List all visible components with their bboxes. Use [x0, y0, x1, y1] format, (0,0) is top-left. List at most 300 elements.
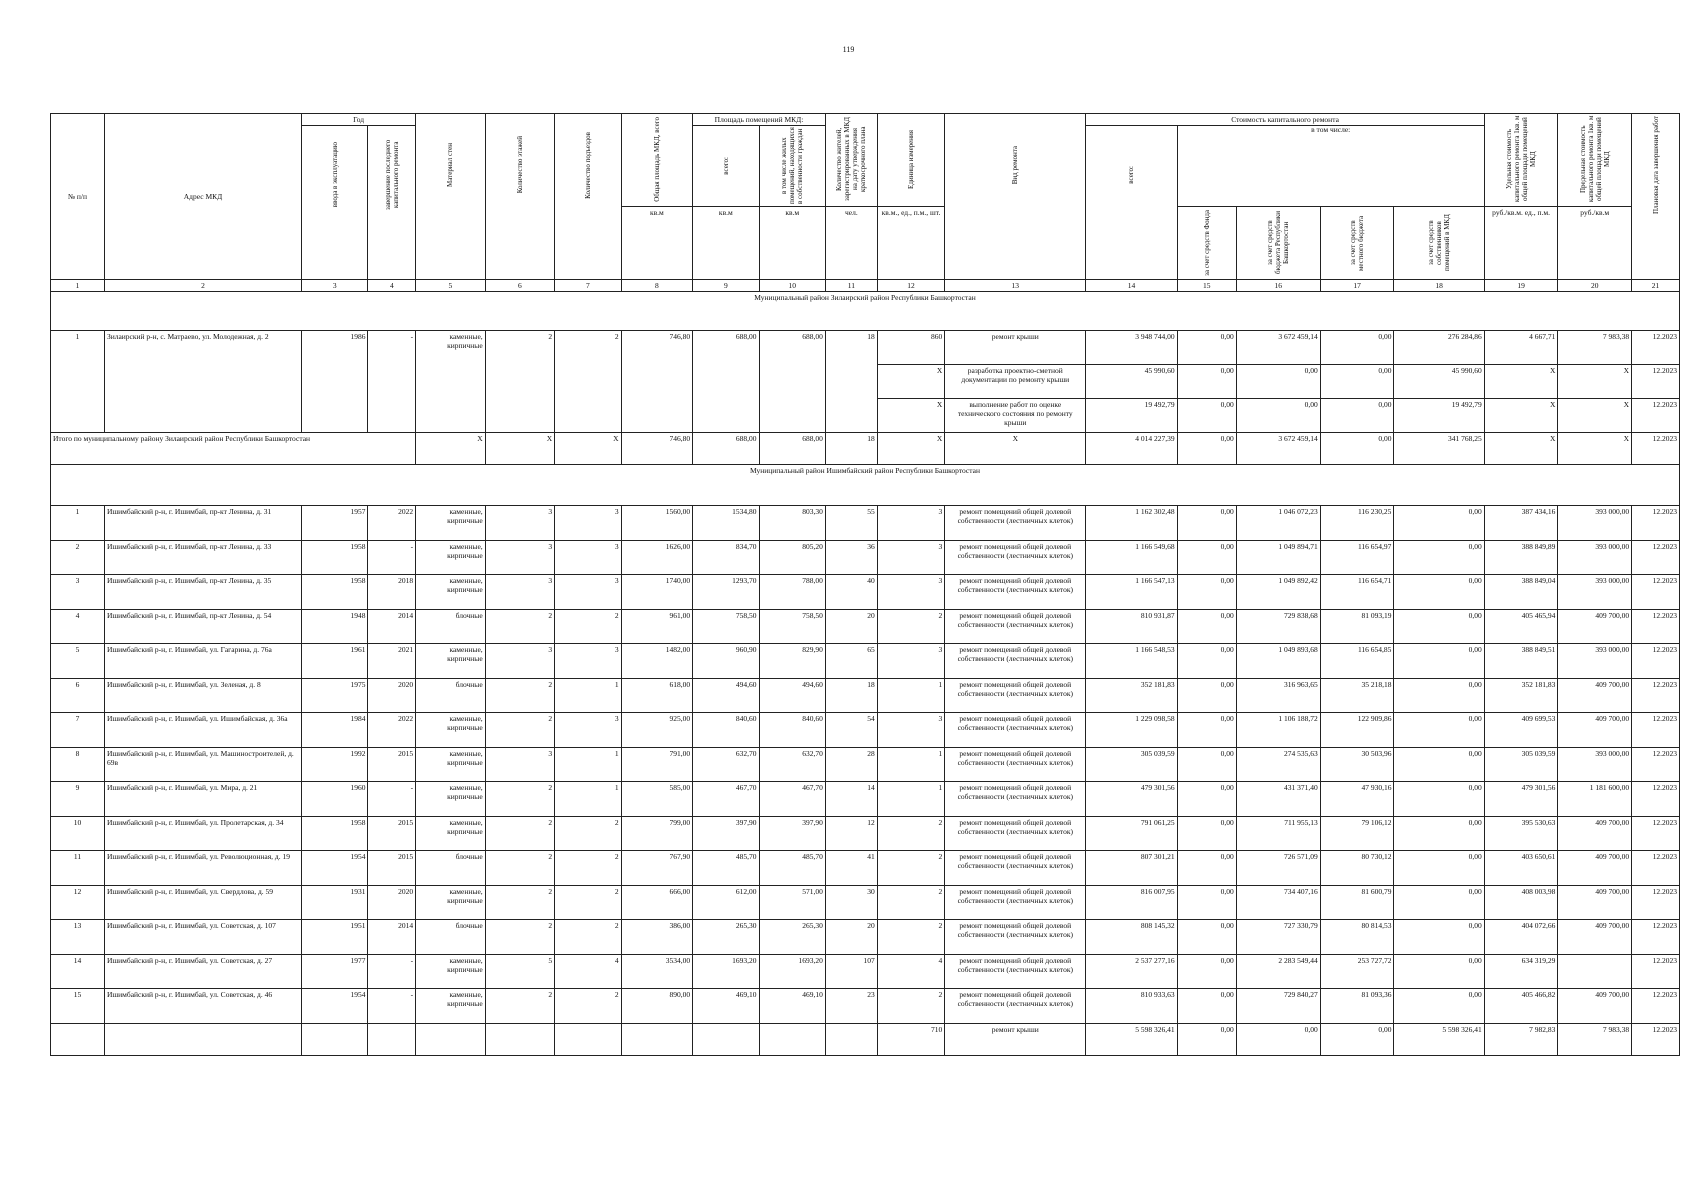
column-number: 21	[1632, 280, 1680, 292]
row-last-repair: -	[368, 954, 416, 989]
row-unit: 2	[877, 609, 944, 644]
row-entrances: 3	[555, 644, 621, 679]
section2-title: Муниципальный район Ишимбайский район Республики Башкортостан	[51, 465, 1680, 506]
row-cost-local: 116 654,97	[1320, 540, 1394, 575]
row-cost-local: 253 727,72	[1320, 954, 1394, 989]
row-date: 12.2023	[1632, 609, 1680, 644]
table-row	[51, 331, 1680, 365]
row-cost-republic: 1 049 893,68	[1236, 644, 1320, 679]
column-number: 11	[825, 280, 877, 292]
row-specific: 395 530,63	[1484, 816, 1558, 851]
row-material: блочные	[416, 920, 486, 955]
hdr-year: Год	[302, 114, 416, 126]
row-cost-fund: 0,00	[1177, 678, 1236, 713]
header-row-1	[51, 114, 1680, 126]
row-address: Ишимбайский р-н, г. Ишимбай, пр-кт Ленина, д. 54	[104, 609, 301, 644]
row-area-living: 803,30	[759, 506, 825, 541]
row-num: 15	[51, 989, 105, 1024]
column-number: 10	[759, 280, 825, 292]
column-number: 19	[1484, 280, 1558, 292]
row-material: блочные	[416, 851, 486, 886]
row-work: ремонт крыши	[945, 1023, 1086, 1055]
row-specific: 388 849,04	[1484, 575, 1558, 610]
section-title-row	[51, 465, 1680, 506]
column-number-row	[51, 280, 1680, 292]
row-entrances: 2	[555, 885, 621, 920]
row-area-total: 467,70	[693, 782, 759, 817]
row-total-area: 791,00	[621, 747, 693, 782]
row-num: 11	[51, 851, 105, 886]
row-total-area: 1560,00	[621, 506, 693, 541]
table-row	[51, 989, 1680, 1024]
row-num: 10	[51, 816, 105, 851]
row-cost-total: 5 598 326,41	[1086, 1023, 1177, 1055]
row-cost-republic: 1 049 894,71	[1236, 540, 1320, 575]
row-work: ремонт помещений общей долевой собственности (лестничных клеток)	[945, 713, 1086, 748]
row-date: 12.2023	[1632, 954, 1680, 989]
row-cost-republic: 431 371,40	[1236, 782, 1320, 817]
hdr-entrances: Количество подъездов	[583, 131, 592, 199]
row-cost-owners: 0,00	[1394, 540, 1484, 575]
row-area-living: 494,60	[759, 678, 825, 713]
row-cost-owners: 0,00	[1394, 920, 1484, 955]
row-residents: 20	[825, 609, 877, 644]
row-unit: 3	[877, 713, 944, 748]
row-cost-total: 3 948 744,00	[1086, 331, 1177, 365]
row-total-area: 386,00	[621, 920, 693, 955]
row-num: 13	[51, 920, 105, 955]
row-area-total: 469,10	[693, 989, 759, 1024]
row-address: Ишимбайский р-н, г. Ишимбай, пр-кт Ленина, д. 35	[104, 575, 301, 610]
row-cost-fund: 0,00	[1177, 540, 1236, 575]
column-number: 15	[1177, 280, 1236, 292]
row-cost-owners: 0,00	[1394, 678, 1484, 713]
total-unit: X	[877, 433, 944, 465]
row-date: 12.2023	[1632, 747, 1680, 782]
row-cost-owners: 0,00	[1394, 644, 1484, 679]
row-date: 12.2023	[1632, 782, 1680, 817]
table-row	[51, 644, 1680, 679]
row-total-area: 890,00	[621, 989, 693, 1024]
hdr-year-commission: ввода в эксплуатацию	[330, 142, 339, 208]
row-last-repair: 2015	[368, 851, 416, 886]
row-date: 12.2023	[1632, 575, 1680, 610]
hdr-planned-date: Плановая дата завершения работ	[1651, 115, 1660, 215]
row-cost-fund: 0,00	[1177, 575, 1236, 610]
row-work: ремонт помещений общей долевой собственности (лестничных клеток)	[945, 885, 1086, 920]
row-specific: 405 465,94	[1484, 609, 1558, 644]
row-cost-owners: 0,00	[1394, 885, 1484, 920]
row-date: 12.2023	[1632, 540, 1680, 575]
row-limit: X	[1558, 365, 1632, 399]
hdr-u-sqm: кв.м	[621, 207, 693, 280]
row-area-living: 829,90	[759, 644, 825, 679]
row-cost-local: 47 930,16	[1320, 782, 1394, 817]
row-material: блочные	[416, 678, 486, 713]
row-material: каменные, кирпичные	[416, 989, 486, 1024]
row-cost-owners: 0,00	[1394, 851, 1484, 886]
row-date: 12.2023	[1632, 851, 1680, 886]
row-unit: 860	[877, 331, 944, 365]
row-last-repair: -	[368, 989, 416, 1024]
row-total-area: 1740,00	[621, 575, 693, 610]
row-material: каменные, кирпичные	[416, 816, 486, 851]
row-work: ремонт крыши	[945, 331, 1086, 365]
column-number: 17	[1320, 280, 1394, 292]
row-cost-local: 79 106,12	[1320, 816, 1394, 851]
row-year: 1977	[302, 954, 368, 989]
row-area-total: 758,50	[693, 609, 759, 644]
hdr-residents: Количество жителей, зарегистрированных в МКД на дату утверждения краткосрочного плана	[835, 116, 868, 202]
row-unit: 3	[877, 540, 944, 575]
row-address: Ишимбайский р-н, г. Ишимбай, ул. Гагарина, д. 76а	[104, 644, 301, 679]
row-cost-total: 479 301,56	[1086, 782, 1177, 817]
row-material: каменные, кирпичные	[416, 506, 486, 541]
row-address: Ишимбайский р-н, г. Ишимбай, пр-кт Ленина, д. 31	[104, 506, 301, 541]
table-row	[51, 678, 1680, 713]
hdr-specific-cost: Удельная стоимость капитального ремонта 1кв. м общей площади помещений МКД	[1505, 115, 1538, 203]
total-label: Итого по муниципальному району Зилаирский район Республики Башкортостан	[51, 433, 416, 465]
row-num: 12	[51, 885, 105, 920]
row-cost-fund: 0,00	[1177, 989, 1236, 1024]
row-limit: 409 700,00	[1558, 989, 1632, 1024]
table-row	[51, 506, 1680, 541]
row-specific: 388 849,51	[1484, 644, 1558, 679]
hdr-limit-cost: Предельная стоимость капитального ремонта 1кв. м общей площади помещений МКД	[1578, 115, 1611, 203]
hdr-cost-total: всего:	[1127, 166, 1136, 184]
row-cost-fund: 0,00	[1177, 816, 1236, 851]
row-date: 12.2023	[1632, 506, 1680, 541]
row-cost-owners: 0,00	[1394, 609, 1484, 644]
row-address: Ишимбайский р-н, г. Ишимбай, ул. Советская, д. 46	[104, 989, 301, 1024]
column-number: 13	[945, 280, 1086, 292]
hdr-floors: Количество этажей	[515, 136, 524, 194]
row-total-area: 618,00	[621, 678, 693, 713]
row-last-repair: 2020	[368, 678, 416, 713]
hdr-cost-fund: за счет средств Фонда	[1202, 210, 1211, 276]
row-last-repair: 2014	[368, 920, 416, 955]
row-unit: 4	[877, 954, 944, 989]
row-total-area: 925,00	[621, 713, 693, 748]
row-floors: 2	[485, 885, 555, 920]
row-area-living: 1693,20	[759, 954, 825, 989]
row-last-repair: -	[368, 331, 416, 433]
row-cost-owners: 0,00	[1394, 782, 1484, 817]
row-total-area: 961,00	[621, 609, 693, 644]
row-cost-total: 791 061,25	[1086, 816, 1177, 851]
row-last-repair: 2022	[368, 506, 416, 541]
row-num: 4	[51, 609, 105, 644]
row-work: ремонт помещений общей долевой собственности (лестничных клеток)	[945, 644, 1086, 679]
row-material: каменные, кирпичные	[416, 782, 486, 817]
row-unit: X	[877, 399, 944, 433]
row-unit: 1	[877, 678, 944, 713]
row-residents: 28	[825, 747, 877, 782]
total-cost-owners: 341 768,25	[1394, 433, 1484, 465]
row-address: Ишимбайский р-н, г. Ишимбай, ул. Зеленая, д. 8	[104, 678, 301, 713]
hdr-num: № п/п	[51, 114, 105, 280]
row-cost-owners: 0,00	[1394, 713, 1484, 748]
row-date: 12.2023	[1632, 920, 1680, 955]
row-cost-owners: 5 598 326,41	[1394, 1023, 1484, 1055]
row-material: блочные	[416, 609, 486, 644]
row-cost-republic: 274 535,63	[1236, 747, 1320, 782]
row-limit: 409 700,00	[1558, 678, 1632, 713]
row-cost-total: 1 166 548,53	[1086, 644, 1177, 679]
row-floors: 2	[485, 609, 555, 644]
row-address: Ишимбайский р-н, г. Ишимбай, ул. Свердлова, д. 59	[104, 885, 301, 920]
row-num: 1	[51, 506, 105, 541]
row-work: разработка проектно-сметной документации по ремонту крыши	[945, 365, 1086, 399]
row-address: Ишимбайский р-н, г. Ишимбай, ул. Революционная, д. 19	[104, 851, 301, 886]
row-cost-total: 808 145,32	[1086, 920, 1177, 955]
row-limit: 409 700,00	[1558, 816, 1632, 851]
row-total-area: 746,80	[621, 331, 693, 433]
row-num: 9	[51, 782, 105, 817]
row-specific: 403 650,61	[1484, 851, 1558, 886]
row-year: 1984	[302, 713, 368, 748]
row-specific: 479 301,56	[1484, 782, 1558, 817]
hdr-u-limit: руб./кв.м	[1558, 207, 1632, 280]
hdr-cost-owners: за счет средств собственников помещений в МКД	[1427, 214, 1452, 272]
row-residents: 20	[825, 920, 877, 955]
row-specific: 4 667,71	[1484, 331, 1558, 365]
row-limit: 393 000,00	[1558, 540, 1632, 575]
row-cost-total: 45 990,60	[1086, 365, 1177, 399]
row-area-living: 469,10	[759, 989, 825, 1024]
row-cost-fund: 0,00	[1177, 885, 1236, 920]
row-residents: 55	[825, 506, 877, 541]
row-total-area: 1626,00	[621, 540, 693, 575]
row-cost-local: 0,00	[1320, 365, 1394, 399]
row-cost-total: 2 537 277,16	[1086, 954, 1177, 989]
hdr-cost-group: Стоимость капитального ремонта	[1086, 114, 1484, 126]
hdr-area-group: Площадь помещений МКД:	[693, 114, 826, 126]
row-cost-local: 35 218,18	[1320, 678, 1394, 713]
row-unit: 3	[877, 644, 944, 679]
row-num: 1	[51, 331, 105, 433]
total-floors: X	[485, 433, 555, 465]
row-cost-fund: 0,00	[1177, 920, 1236, 955]
row-limit: 393 000,00	[1558, 506, 1632, 541]
row-year: 1951	[302, 920, 368, 955]
column-number: 16	[1236, 280, 1320, 292]
row-cost-republic: 729 840,27	[1236, 989, 1320, 1024]
table-row	[51, 782, 1680, 817]
row-num: 6	[51, 678, 105, 713]
column-number: 2	[104, 280, 301, 292]
row-residents: 18	[825, 331, 877, 433]
row-date: 12.2023	[1632, 331, 1680, 365]
hdr-total-area: Общая площадь МКД, всего	[652, 116, 661, 202]
row-cost-local: 116 230,25	[1320, 506, 1394, 541]
row-entrances: 1	[555, 678, 621, 713]
table-row	[51, 575, 1680, 610]
row-specific: 405 466,82	[1484, 989, 1558, 1024]
row-unit: 3	[877, 506, 944, 541]
total-cost-local: 0,00	[1320, 433, 1394, 465]
row-date: 12.2023	[1632, 989, 1680, 1024]
row-cost-local: 122 909,86	[1320, 713, 1394, 748]
row-floors: 5	[485, 954, 555, 989]
row-residents: 40	[825, 575, 877, 610]
row-work: ремонт помещений общей долевой собственности (лестничных клеток)	[945, 506, 1086, 541]
row-last-repair: 2014	[368, 609, 416, 644]
row-floors: 2	[485, 920, 555, 955]
row-area-total: 632,70	[693, 747, 759, 782]
row-material: каменные, кирпичные	[416, 885, 486, 920]
row-cost-local: 81 600,79	[1320, 885, 1394, 920]
row-cost-fund: 0,00	[1177, 782, 1236, 817]
row-entrances: 2	[555, 851, 621, 886]
row-year: 1958	[302, 540, 368, 575]
row-cost-local: 116 654,85	[1320, 644, 1394, 679]
row-work: ремонт помещений общей долевой собственности (лестничных клеток)	[945, 678, 1086, 713]
row-last-repair: 2015	[368, 816, 416, 851]
row-cost-fund: 0,00	[1177, 365, 1236, 399]
row-unit: 3	[877, 575, 944, 610]
column-number: 18	[1394, 280, 1484, 292]
row-entrances: 3	[555, 540, 621, 575]
total-material: X	[416, 433, 486, 465]
row-cost-local: 81 093,36	[1320, 989, 1394, 1024]
row-cost-fund: 0,00	[1177, 506, 1236, 541]
row-cost-republic: 726 571,09	[1236, 851, 1320, 886]
column-number: 8	[621, 280, 693, 292]
row-date: 12.2023	[1632, 365, 1680, 399]
row-floors: 3	[485, 644, 555, 679]
row-area-total: 840,60	[693, 713, 759, 748]
table-row	[51, 851, 1680, 886]
row-area-total: 960,90	[693, 644, 759, 679]
column-number: 1	[51, 280, 105, 292]
row-unit: 2	[877, 816, 944, 851]
row-material: каменные, кирпичные	[416, 747, 486, 782]
row-entrances: 2	[555, 331, 621, 433]
row-num: 5	[51, 644, 105, 679]
row-specific: X	[1484, 399, 1558, 433]
row-work: ремонт помещений общей долевой собственности (лестничных клеток)	[945, 782, 1086, 817]
row-cost-fund: 0,00	[1177, 713, 1236, 748]
row-cost-republic: 729 838,68	[1236, 609, 1320, 644]
row-year: 1986	[302, 331, 368, 433]
row-cost-total: 1 166 547,13	[1086, 575, 1177, 610]
row-year: 1954	[302, 851, 368, 886]
column-number: 6	[485, 280, 555, 292]
row-date: 12.2023	[1632, 885, 1680, 920]
row-entrances: 2	[555, 816, 621, 851]
row-specific: 7 982,83	[1484, 1023, 1558, 1055]
row-limit	[1558, 954, 1632, 989]
row-material: каменные, кирпичные	[416, 540, 486, 575]
column-number: 7	[555, 280, 621, 292]
row-cost-local: 30 503,96	[1320, 747, 1394, 782]
row-address: Ишимбайский р-н, г. Ишимбай, ул. Советская, д. 107	[104, 920, 301, 955]
row-total-area: 767,90	[621, 851, 693, 886]
row-cost-republic: 711 955,13	[1236, 816, 1320, 851]
row-last-repair: -	[368, 782, 416, 817]
row-num: 7	[51, 713, 105, 748]
row-area-living: 840,60	[759, 713, 825, 748]
total-entrances: X	[555, 433, 621, 465]
total-row	[51, 433, 1680, 465]
row-limit: X	[1558, 399, 1632, 433]
row-year: 1954	[302, 989, 368, 1024]
hdr-year-last-repair: завершение последнего капитального ремонта	[383, 139, 400, 211]
row-area-total: 485,70	[693, 851, 759, 886]
row-last-repair: 2022	[368, 713, 416, 748]
hdr-cost-local: за счет средств местного бюджета	[1349, 215, 1366, 271]
row-limit: 409 700,00	[1558, 713, 1632, 748]
row-cost-fund: 0,00	[1177, 1023, 1236, 1055]
row-limit: 393 000,00	[1558, 644, 1632, 679]
row-cost-fund: 0,00	[1177, 747, 1236, 782]
row-cost-owners: 0,00	[1394, 989, 1484, 1024]
row-cost-total: 19 492,79	[1086, 399, 1177, 433]
page-number: 119	[842, 45, 855, 54]
row-material: каменные, кирпичные	[416, 954, 486, 989]
row-address: Ишимбайский р-н, г. Ишимбай, ул. Мира, д. 21	[104, 782, 301, 817]
table-row	[51, 816, 1680, 851]
row-work: ремонт помещений общей долевой собственности (лестничных клеток)	[945, 747, 1086, 782]
column-number: 4	[368, 280, 416, 292]
row-floors: 3	[485, 747, 555, 782]
row-cost-local: 116 654,71	[1320, 575, 1394, 610]
row-cost-total: 1 166 549,68	[1086, 540, 1177, 575]
row-area-living: 467,70	[759, 782, 825, 817]
row-cost-owners: 0,00	[1394, 575, 1484, 610]
row-residents: 23	[825, 989, 877, 1024]
row-cost-local: 0,00	[1320, 1023, 1394, 1055]
row-specific: X	[1484, 365, 1558, 399]
row-entrances: 2	[555, 989, 621, 1024]
total-cost-fund: 0,00	[1177, 433, 1236, 465]
hdr-address: Адрес МКД	[104, 114, 301, 280]
row-cost-owners: 276 284,86	[1394, 331, 1484, 365]
hdr-incl: в том числе:	[1177, 126, 1484, 207]
row-material: каменные, кирпичные	[416, 713, 486, 748]
section1-title: Муниципальный район Зилаирский район Республики Башкортостан	[51, 292, 1680, 331]
row-total-area: 3534,00	[621, 954, 693, 989]
row-address: Ишимбайский р-н, г. Ишимбай, ул. Машиностроителей, д. 69в	[104, 747, 301, 782]
row-work: ремонт помещений общей долевой собственности (лестничных клеток)	[945, 851, 1086, 886]
row-year: 1957	[302, 506, 368, 541]
table-row	[51, 1023, 1680, 1055]
row-last-repair: 2018	[368, 575, 416, 610]
row-residents: 65	[825, 644, 877, 679]
row-floors: 2	[485, 816, 555, 851]
row-date: 12.2023	[1632, 644, 1680, 679]
row-date: 12.2023	[1632, 1023, 1680, 1055]
row-entrances: 1	[555, 782, 621, 817]
row-cost-republic: 2 283 549,44	[1236, 954, 1320, 989]
row-limit: 7 983,38	[1558, 331, 1632, 365]
row-cost-owners: 0,00	[1394, 954, 1484, 989]
row-area-living: 397,90	[759, 816, 825, 851]
total-date: 12.2023	[1632, 433, 1680, 465]
table-row	[51, 713, 1680, 748]
column-number: 9	[693, 280, 759, 292]
row-unit: 1	[877, 747, 944, 782]
row-work: ремонт помещений общей долевой собственности (лестничных клеток)	[945, 540, 1086, 575]
row-area-living: 788,00	[759, 575, 825, 610]
row-num: 14	[51, 954, 105, 989]
row-cost-fund: 0,00	[1177, 331, 1236, 365]
row-num: 2	[51, 540, 105, 575]
row-cost-fund: 0,00	[1177, 954, 1236, 989]
row-cost-local: 80 814,53	[1320, 920, 1394, 955]
hdr-unit: Единица измерения	[907, 129, 916, 189]
